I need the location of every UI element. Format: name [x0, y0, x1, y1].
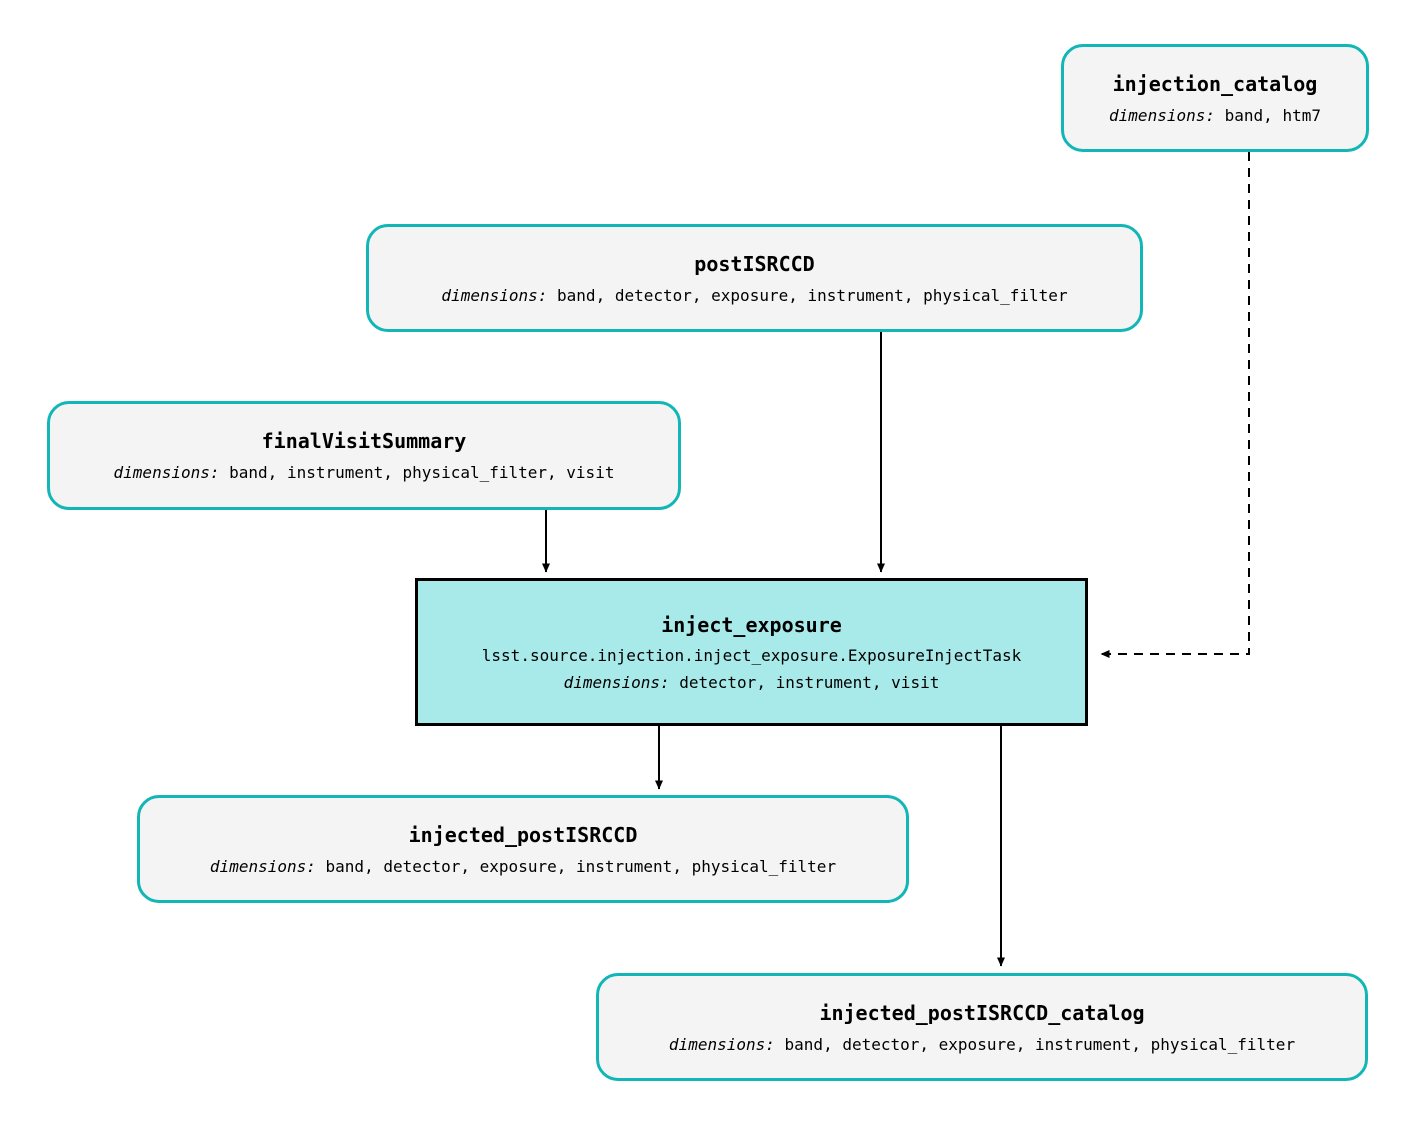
- dimensions-label: dimensions:: [441, 285, 548, 305]
- node-title: injected_postISRCCD_catalog: [819, 1000, 1145, 1025]
- node-title: finalVisitSummary: [261, 429, 467, 453]
- node-dimensions: [441, 286, 1067, 305]
- node-dimensions: [564, 673, 940, 692]
- node-title: injection_catalog: [1112, 71, 1318, 96]
- dimensions-label: dimensions:: [563, 672, 670, 692]
- dimensions-label: dimensions:: [668, 1034, 775, 1054]
- node-inject-exposure-task[interactable]: [415, 578, 1088, 726]
- dimensions-value: band, htm7: [1224, 105, 1321, 125]
- node-injected-postisrccd[interactable]: [137, 795, 909, 903]
- dimensions-value: band, instrument, physical_filter, visit: [229, 463, 615, 482]
- dimensions-value: band, detector, exposure, instrument, physical_filter: [325, 856, 837, 876]
- dimensions-label: dimensions:: [113, 463, 220, 482]
- node-finalvisitsummary[interactable]: [47, 401, 681, 510]
- node-dimensions: [1109, 106, 1321, 125]
- node-injected-postisrccd-catalog[interactable]: [596, 973, 1368, 1081]
- dimensions-value: band, detector, exposure, instrument, physical_filter: [784, 1034, 1296, 1054]
- node-dimensions: [669, 1035, 1295, 1054]
- dimensions-label: dimensions:: [1109, 105, 1215, 125]
- node-title: injected_postISRCCD: [408, 822, 638, 847]
- dimensions-label: dimensions:: [209, 856, 316, 876]
- node-dimensions: [114, 463, 615, 482]
- node-dimensions: [210, 857, 836, 876]
- node-title: postISRCCD: [694, 251, 815, 276]
- node-postisrccd[interactable]: [366, 224, 1143, 332]
- dimensions-value: detector, instrument, visit: [679, 672, 940, 692]
- node-injection-catalog[interactable]: [1061, 44, 1369, 152]
- node-task-class: lsst.source.injection.inject_exposure.ExposureInjectTask: [481, 645, 1022, 665]
- node-title: inject_exposure: [661, 612, 842, 637]
- dimensions-value: band, detector, exposure, instrument, physical_filter: [557, 285, 1068, 305]
